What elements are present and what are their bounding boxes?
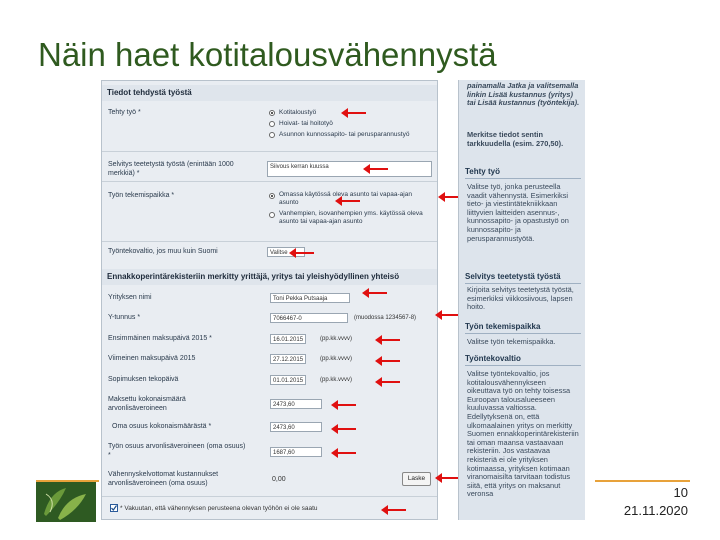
help-heading-location: Työn tekemispaikka: [465, 322, 581, 334]
help-intro-precision: Merkitse tiedot sentin tarkkuudella (esim. 270,50).: [467, 130, 564, 148]
leaf-logo-icon: [36, 482, 96, 522]
help-intro: painamalla Jatka ja valitsemalla linkin Lisää kustannus (yritys) tai Lisää kustannus (työntekija).: [467, 81, 580, 108]
arrow-icon: [367, 292, 387, 294]
own-share-input[interactable]: 2473,60: [270, 422, 322, 432]
business-id-input[interactable]: 7066467-0: [270, 313, 348, 323]
arrow-icon: [340, 200, 360, 202]
option-care-work: Hoivat- tai hoitotyö: [279, 120, 333, 127]
business-id-hint: (muodossa 1234567-8): [354, 315, 417, 321]
first-payment-input[interactable]: 16.01.2015: [270, 334, 306, 344]
option-own-home: Omassa käytössä oleva asunto tai vapaa-ajan asunto: [279, 191, 412, 206]
slide-title: Näin haet kotitalousvähennystä: [38, 36, 497, 73]
deductible-label: Vähennyskelvottomat kustannukset arvonlisäveroineen (oma osuus): [108, 471, 219, 487]
help-panel: [458, 80, 585, 520]
date-format-hint: (pp.kk.vvvv): [320, 356, 353, 362]
arrow-icon: [380, 360, 400, 362]
radio-own-home[interactable]: [269, 193, 275, 199]
first-payment-label: Ensimmäinen maksupäivä 2015 *: [108, 335, 212, 342]
arrow-icon: [336, 452, 356, 454]
footer-accent-line: [595, 480, 690, 482]
company-name-input[interactable]: Toni Pekka Putsaaja: [270, 293, 350, 303]
location-label: Työn tekemispaikka *: [108, 192, 175, 199]
help-heading-country: Työntekovaltio: [465, 354, 581, 366]
date-format-hint: (pp.kk.vvvv): [320, 336, 353, 342]
own-share-label: Oma osuus kokonaismäärästä *: [112, 423, 212, 430]
arrow-icon: [368, 168, 388, 170]
checkmark-icon: [111, 505, 117, 511]
date-format-hint: (pp.kk.vvvv): [320, 377, 353, 383]
contract-date-input[interactable]: 01.01.2015: [270, 375, 306, 385]
company-name-label: Yrityksen nimi: [108, 294, 152, 301]
section-work-details-title: Tiedot tehdystä työstä: [102, 85, 437, 101]
divider: [102, 241, 437, 242]
help-heading-work-done: Tehty työ: [465, 167, 581, 179]
form-panel: [101, 80, 438, 520]
section-company-title: Ennakkoperintärekisteriin merkitty yrittäjä, yritys tai yleishyödyllinen yhteisö: [102, 269, 437, 285]
total-paid-label: Maksettu kokonaismäärä arvonlisäveroineen: [108, 396, 186, 412]
radio-maintenance-work[interactable]: [269, 132, 275, 138]
confirm-checkbox[interactable]: [110, 504, 118, 512]
divider: [102, 181, 437, 182]
radio-household-work[interactable]: [269, 110, 275, 116]
radio-relatives-home[interactable]: [269, 212, 275, 218]
arrow-icon: [440, 477, 460, 479]
work-share-input[interactable]: 1687,60: [270, 447, 322, 457]
divider: [102, 151, 437, 152]
help-text-country: Valitse työntekovaltio, jos kotitalousvähennykseen oikeuttava työ on tehty toisessa Euroopan talousalueeseen kuuluvassa valtiossa. Edellytyksenä on, että ulkomaalainen yritys on merkitty Suomen ennakkoperintärekisteriin tai oman maansa vastaavaan rekisteriin. Jos vastaavaa rekisteriä ei ole yrityksen kotimaassa, yrityksen kotimaan viranomaisilta tarvitaan todistus siitä, että yritys on maksanut veronsa: [467, 369, 579, 499]
last-payment-input[interactable]: 27.12.2015: [270, 354, 306, 364]
slide-date: 21.11.2020: [623, 503, 688, 518]
help-heading-description: Selvitys teetetystä työstä: [465, 272, 581, 284]
country-select[interactable]: Valitse: [267, 247, 305, 257]
help-text-location: Valitse työn tekemispaikka.: [467, 337, 556, 346]
option-relatives-home: Vanhempien, isovanhempien yms. käytössä oleva asunto tai vapaa-ajan asunto: [279, 210, 423, 225]
description-label: Selvitys teetetystä työstä (enintään 1000 merkkiä) *: [108, 161, 234, 177]
option-household-work: Kotitaloustyö: [279, 109, 317, 116]
calculate-button[interactable]: Laske: [402, 472, 431, 486]
total-paid-input[interactable]: 2473,60: [270, 399, 322, 409]
last-payment-label: Viimeinen maksupäivä 2015: [108, 355, 196, 362]
arrow-icon: [336, 404, 356, 406]
arrow-icon: [380, 381, 400, 383]
contract-date-label: Sopimuksen tekopäivä: [108, 376, 179, 383]
arrow-icon: [380, 339, 400, 341]
work-done-label: Tehty työ *: [108, 109, 141, 116]
divider: [102, 496, 437, 497]
help-text-work-done: Valitse työ, jonka perusteella vaadit vähennystä. Esimerkiksi tieto- ja viestintätekniikkaan liittyvien laitteiden asennus-, kunnossapito- ja opastustyö on kunnossapito- ja perusparannustyötä.: [467, 182, 569, 243]
country-label: Työntekovaltio, jos muu kuin Suomi: [108, 248, 218, 255]
arrow-icon: [336, 428, 356, 430]
arrow-icon: [346, 112, 366, 114]
work-share-label: Työn osuus arvonlisäveroineen (oma osuus) *: [108, 443, 246, 459]
logo: [36, 482, 96, 522]
deductible-value: 0,00: [272, 476, 286, 483]
page-number: 10: [673, 485, 688, 500]
radio-care-work[interactable]: [269, 121, 275, 127]
help-text-description: Kirjoita selvitys teetetystä työstä, esimerkiksi viikkosiivous, lapsen hoito.: [467, 285, 574, 312]
description-textarea[interactable]: Siivous kerran kuussa: [267, 161, 432, 177]
business-id-label: Y-tunnus *: [108, 314, 141, 321]
arrow-icon: [386, 509, 406, 511]
arrow-icon: [294, 252, 314, 254]
confirm-text: * Vakuutan, että vähennyksen perusteena olevan työhön ei ole saatu: [120, 505, 318, 512]
option-maintenance-work: Asunnon kunnossapito- tai perusparannustyö: [279, 131, 410, 138]
arrow-icon: [440, 314, 460, 316]
